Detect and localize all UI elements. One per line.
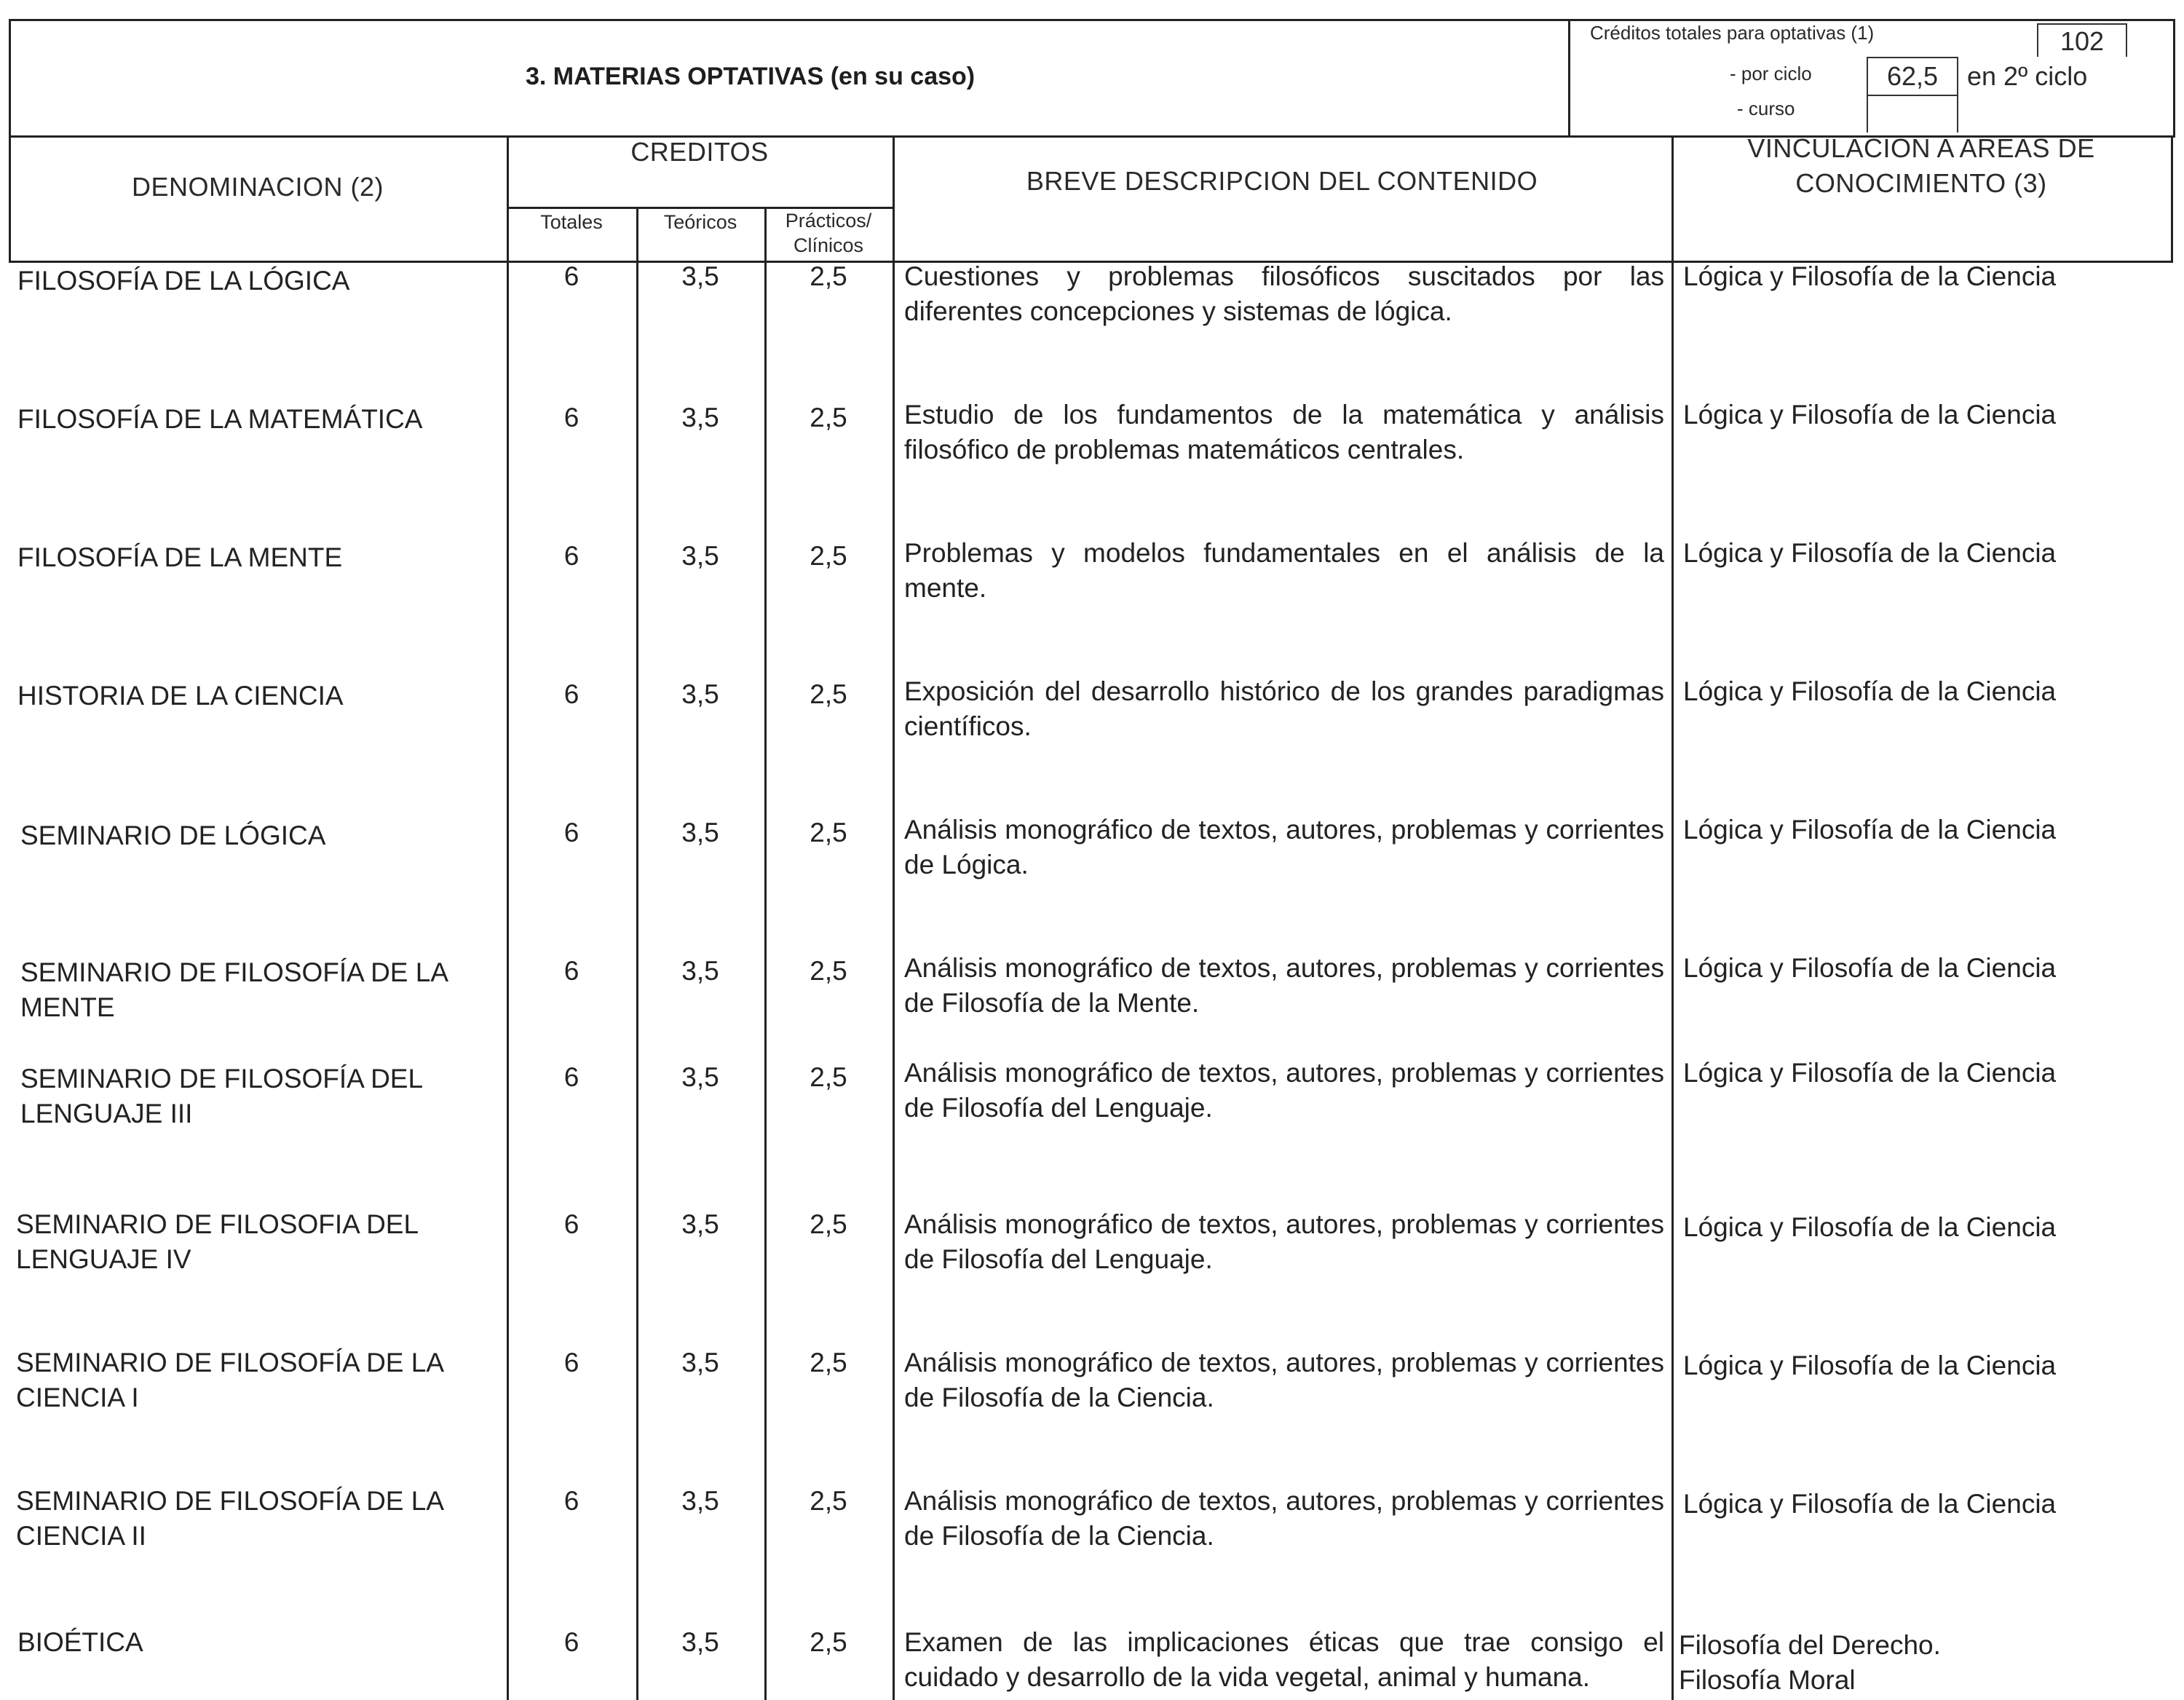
header-split-rule — [1568, 19, 1570, 138]
por-ciclo-value: 62,5 — [1886, 61, 1939, 91]
col-header-denominacion: DENOMINACION (2) — [131, 172, 384, 202]
row-area: Lógica y Filosofía de la Ciencia — [1683, 261, 2057, 291]
row-practicos: 2,5 — [810, 1627, 847, 1657]
row-name: BIOÉTICA — [17, 1627, 143, 1657]
row-description: Estudio de los fundamentos de la matemática y análisis filosófico de problemas matemáticos centrales. — [904, 400, 1664, 464]
row-description: Análisis monográfico de textos, autores, problemas y corrientes de Filosofía del Lenguaje. — [904, 1058, 1664, 1123]
row-name: SEMINARIO DE FILOSOFÍA DE LA CIENCIA II — [16, 1486, 443, 1551]
row-description: Examen de las implicaciones éticas que trae consigo el cuidado y desarrollo de la vida vegetal, animal y humana. — [904, 1627, 1664, 1692]
credits-total-value: 102 — [2060, 26, 2105, 56]
row-area-line2: Filosofía Moral — [1679, 1665, 1856, 1695]
row-teoricos: 3,5 — [681, 1486, 719, 1516]
col-header-creditos: CREDITOS — [630, 137, 769, 167]
row-totales: 6 — [563, 261, 579, 291]
row-totales: 6 — [563, 541, 579, 571]
row-name: SEMINARIO DE LÓGICA — [20, 821, 326, 850]
row-totales: 6 — [563, 1062, 579, 1092]
row-teoricos: 3,5 — [681, 818, 719, 847]
row-name: FILOSOFÍA DE LA MENTE — [17, 542, 343, 572]
page-title: 3. MATERIAS OPTATIVAS (en su caso) — [526, 63, 976, 90]
row-description: Análisis monográfico de textos, autores, problemas y corrientes de Filosofía de la Ciencia. — [904, 1348, 1664, 1412]
row-area: Lógica y Filosofía de la Ciencia — [1683, 1351, 2057, 1380]
row-area: Lógica y Filosofía de la Ciencia — [1683, 1212, 2057, 1242]
row-description: Cuestiones y problemas filosóficos suscitados por las diferentes concepciones y sistemas de lógica. — [904, 261, 1664, 326]
row-totales: 6 — [563, 1627, 579, 1657]
header-right-rule — [2173, 19, 2175, 138]
row-teoricos: 3,5 — [681, 403, 719, 432]
col-header-vinculacion-line1: VINCULACION A AREAS DE — [1747, 133, 2095, 163]
curso-box — [1867, 93, 1958, 133]
row-area-line1: Filosofía del Derecho. — [1679, 1630, 1941, 1660]
col-header-descripcion: BREVE DESCRIPCION DEL CONTENIDO — [1026, 166, 1538, 196]
row-name: FILOSOFÍA DE LA MATEMÁTICA — [17, 404, 423, 434]
row-name: FILOSOFÍA DE LA LÓGICA — [17, 266, 350, 296]
row-description: Análisis monográfico de textos, autores, problemas y corrientes de Filosofía del Lenguaje. — [904, 1209, 1664, 1274]
header-left-rule — [9, 19, 11, 138]
row-practicos: 2,5 — [810, 1348, 847, 1377]
row-totales: 6 — [563, 679, 579, 709]
row-name: SEMINARIO DE FILOSOFÍA DE LA CIENCIA I — [16, 1348, 443, 1412]
row-area: Lógica y Filosofía de la Ciencia — [1683, 815, 2057, 845]
row-practicos: 2,5 — [810, 818, 847, 847]
col-rule-5 — [893, 135, 895, 1700]
credits-total-box — [2037, 23, 2127, 57]
col-header-vinculacion-line2: CONOCIMIENTO (3) — [1795, 168, 2047, 198]
col-header-practicos-line1: Prácticos/ — [785, 210, 872, 232]
row-name: SEMINARIO DE FILOSOFIA DEL LENGUAJE IV — [16, 1209, 418, 1274]
row-area: Lógica y Filosofía de la Ciencia — [1683, 400, 2057, 430]
por-ciclo-box — [1867, 57, 1958, 96]
row-description: Problemas y modelos fundamentales en el análisis de la mente. — [904, 538, 1664, 603]
row-totales: 6 — [563, 403, 579, 432]
row-totales: 6 — [563, 1348, 579, 1377]
curso-label: - curso — [1737, 98, 1795, 119]
row-practicos: 2,5 — [810, 403, 847, 432]
row-area — [1679, 1628, 2167, 1698]
row-practicos: 2,5 — [810, 1209, 847, 1239]
col-rule-6 — [1671, 135, 1674, 1700]
ciclo-text: en 2º ciclo — [1967, 61, 2088, 91]
col-header-practicos-line2: Clínicos — [793, 234, 864, 256]
row-area: Lógica y Filosofía de la Ciencia — [1683, 538, 2057, 568]
row-teoricos: 3,5 — [681, 261, 719, 291]
row-description: Análisis monográfico de textos, autores, problemas y corrientes de Filosofía de la Ciencia. — [904, 1486, 1664, 1551]
col-header-vinculacion — [1671, 131, 2171, 201]
col-rule-1 — [507, 135, 509, 1700]
col-header-teoricos: Teóricos — [663, 211, 737, 233]
col-header-totales: Totales — [540, 211, 603, 233]
row-totales: 6 — [563, 956, 579, 986]
row-teoricos: 3,5 — [681, 1062, 719, 1092]
row-description: Análisis monográfico de textos, autores, problemas y corrientes de Filosofía de la Mente. — [904, 953, 1664, 1018]
row-teoricos: 3,5 — [681, 541, 719, 571]
row-practicos: 2,5 — [810, 956, 847, 986]
row-name: SEMINARIO DE FILOSOFÍA DE LA MENTE — [20, 957, 447, 1022]
row-practicos: 2,5 — [810, 541, 847, 571]
row-practicos: 2,5 — [810, 261, 847, 291]
row-teoricos: 3,5 — [681, 1209, 719, 1239]
row-teoricos: 3,5 — [681, 956, 719, 986]
row-teoricos: 3,5 — [681, 1627, 719, 1657]
row-area: Lógica y Filosofía de la Ciencia — [1683, 953, 2057, 983]
row-name: HISTORIA DE LA CIENCIA — [17, 681, 344, 711]
col-header-practicos — [764, 208, 893, 258]
credits-total-label: Créditos totales para optativas (1) — [1590, 22, 1875, 44]
row-teoricos: 3,5 — [681, 679, 719, 709]
col-rule-right — [2171, 135, 2173, 263]
por-ciclo-label: - por ciclo — [1730, 63, 1812, 84]
row-description: Análisis monográfico de textos, autores, problemas y corrientes de Lógica. — [904, 815, 1664, 879]
row-name: SEMINARIO DE FILOSOFÍA DEL LENGUAJE III — [20, 1064, 422, 1128]
row-area: Lógica y Filosofía de la Ciencia — [1683, 1489, 2057, 1519]
row-area: Lógica y Filosofía de la Ciencia — [1683, 1058, 2057, 1088]
row-practicos: 2,5 — [810, 1062, 847, 1092]
row-totales: 6 — [563, 818, 579, 847]
row-practicos: 2,5 — [810, 1486, 847, 1516]
row-totales: 6 — [563, 1486, 579, 1516]
row-teoricos: 3,5 — [681, 1348, 719, 1377]
row-area: Lógica y Filosofía de la Ciencia — [1683, 676, 2057, 706]
row-practicos: 2,5 — [810, 679, 847, 709]
row-totales: 6 — [563, 1209, 579, 1239]
row-description: Exposición del desarrollo histórico de los grandes paradigmas científicos. — [904, 676, 1664, 741]
header-top-rule — [9, 19, 2175, 21]
